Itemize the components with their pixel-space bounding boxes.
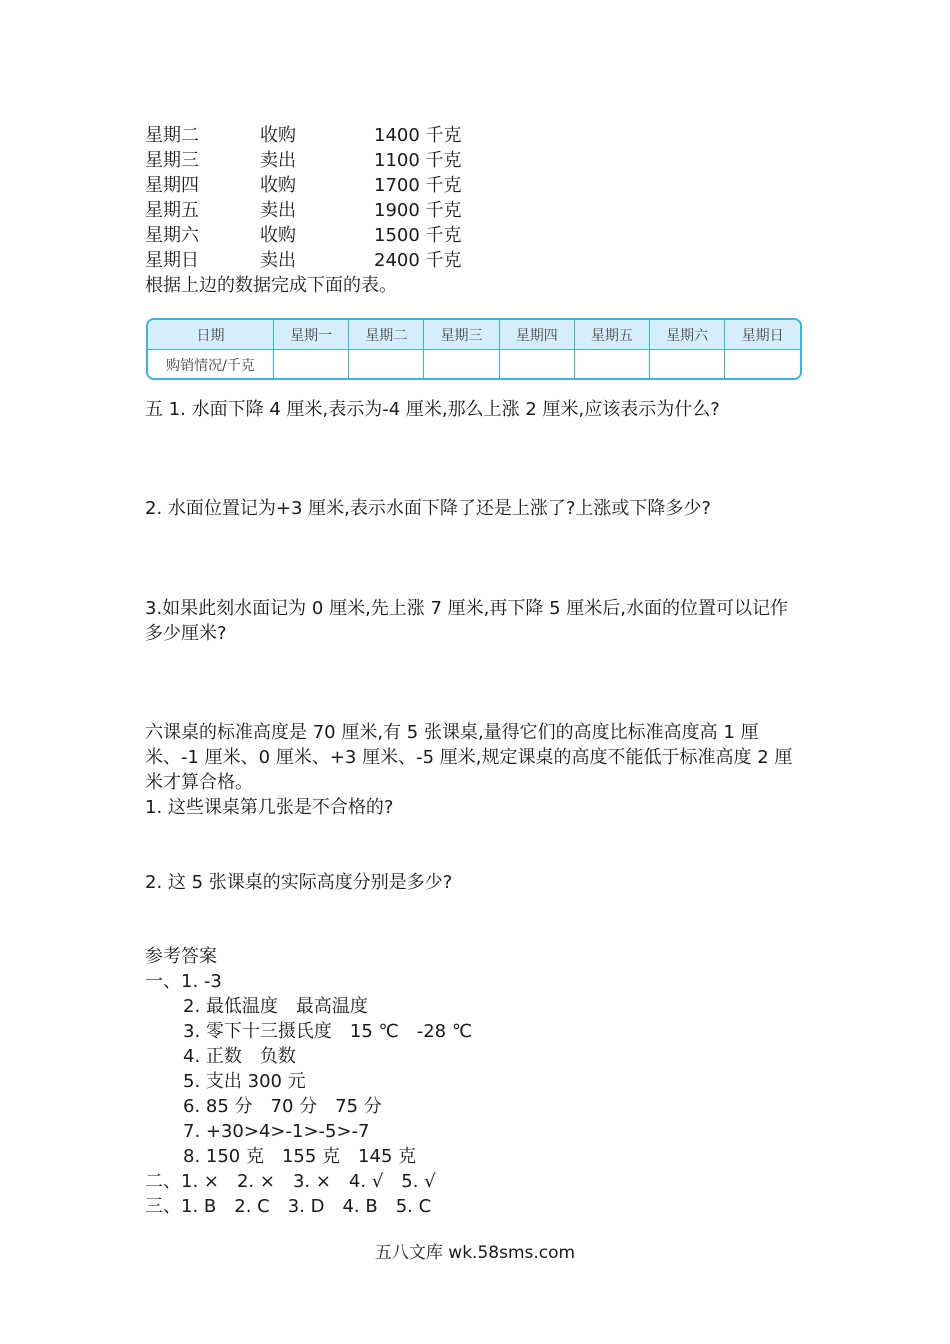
record-action: 卖出 [260, 250, 296, 271]
answer-line: 7. +30>4>-1>-5>-7 [183, 1121, 370, 1142]
table-cell [349, 350, 424, 380]
record-day: 星期日 [145, 250, 199, 271]
table-header-cell: 星期日 [725, 320, 800, 350]
record-amount: 2400 千克 [374, 250, 462, 271]
answer-line: 2. 最低温度 最高温度 [183, 996, 368, 1017]
table-header-cell: 星期二 [349, 320, 424, 350]
answer-line: 6. 85 分 70 分 75 分 [183, 1096, 382, 1117]
answer-line: 3. 零下十三摄氏度 15 ℃ -28 ℃ [183, 1021, 473, 1042]
table-header-cell: 星期六 [650, 320, 725, 350]
table-cell [650, 350, 725, 380]
table-cell [725, 350, 800, 380]
record-day: 星期二 [145, 125, 199, 146]
record-action: 收购 [260, 175, 296, 196]
record-day: 星期三 [145, 150, 199, 171]
section6-question-1: 1. 这些课桌第几张是不合格的? [145, 797, 394, 818]
answer-line: 三、1. B 2. C 3. D 4. B 5. C [145, 1196, 432, 1217]
sales-table [146, 318, 802, 380]
record-action: 卖出 [260, 150, 296, 171]
table-row [148, 350, 800, 380]
table-cell [424, 350, 499, 380]
record-day: 星期四 [145, 175, 199, 196]
record-action: 收购 [260, 125, 296, 146]
answer-line: 一、1. -3 [145, 971, 222, 992]
answer-line: 4. 正数 负数 [183, 1046, 296, 1067]
table-cell [574, 350, 649, 380]
record-day: 星期六 [145, 225, 199, 246]
table-header-row [148, 320, 800, 350]
record-amount: 1400 千克 [374, 125, 462, 146]
record-amount: 1900 千克 [374, 200, 462, 221]
record-amount: 1100 千克 [374, 150, 462, 171]
section5-question-1: 五 1. 水面下降 4 厘米,表示为-4 厘米,那么上涨 2 厘米,应该表示为什么? [145, 399, 720, 420]
table-header-cell: 星期五 [574, 320, 649, 350]
answer-line: 二、1. × 2. × 3. × 4. √ 5. √ [145, 1171, 436, 1192]
table-header-cell: 星期四 [499, 320, 574, 350]
table-header-cell: 星期三 [424, 320, 499, 350]
table-cell [274, 350, 349, 380]
section6-intro: 六课桌的标准高度是 70 厘米,有 5 张课桌,量得它们的高度比标准高度高 1 厘米、-1 厘米、0 厘米、+3 厘米、-5 厘米,规定课桌的高度不能低于标准高度 2 厘米才算合格。 [145, 722, 793, 793]
section6-question-2: 2. 这 5 张课桌的实际高度分别是多少? [145, 872, 453, 893]
record-action: 收购 [260, 225, 296, 246]
answers-title: 参考答案 [145, 946, 217, 967]
record-amount: 1500 千克 [374, 225, 462, 246]
table-header-cell: 星期一 [274, 320, 349, 350]
record-amount: 1700 千克 [374, 175, 462, 196]
answer-line: 5. 支出 300 元 [183, 1071, 306, 1092]
table-row-label: 购销情况/千克 [148, 350, 274, 380]
instruction-text: 根据上边的数据完成下面的表。 [145, 275, 397, 296]
table-header-cell: 日期 [148, 320, 274, 350]
record-action: 卖出 [260, 200, 296, 221]
table-cell [499, 350, 574, 380]
record-day: 星期五 [145, 200, 199, 221]
answer-line: 8. 150 克 155 克 145 克 [183, 1146, 417, 1167]
footer-watermark: 五八文库 wk.58sms.com [374, 1243, 576, 1263]
section5-question-3: 3.如果此刻水面记为 0 厘米,先上涨 7 厘米,再下降 5 厘米后,水面的位置可以记作多少厘米? [145, 598, 789, 644]
section5-question-2: 2. 水面位置记为+3 厘米,表示水面下降了还是上涨了?上涨或下降多少? [145, 498, 711, 519]
